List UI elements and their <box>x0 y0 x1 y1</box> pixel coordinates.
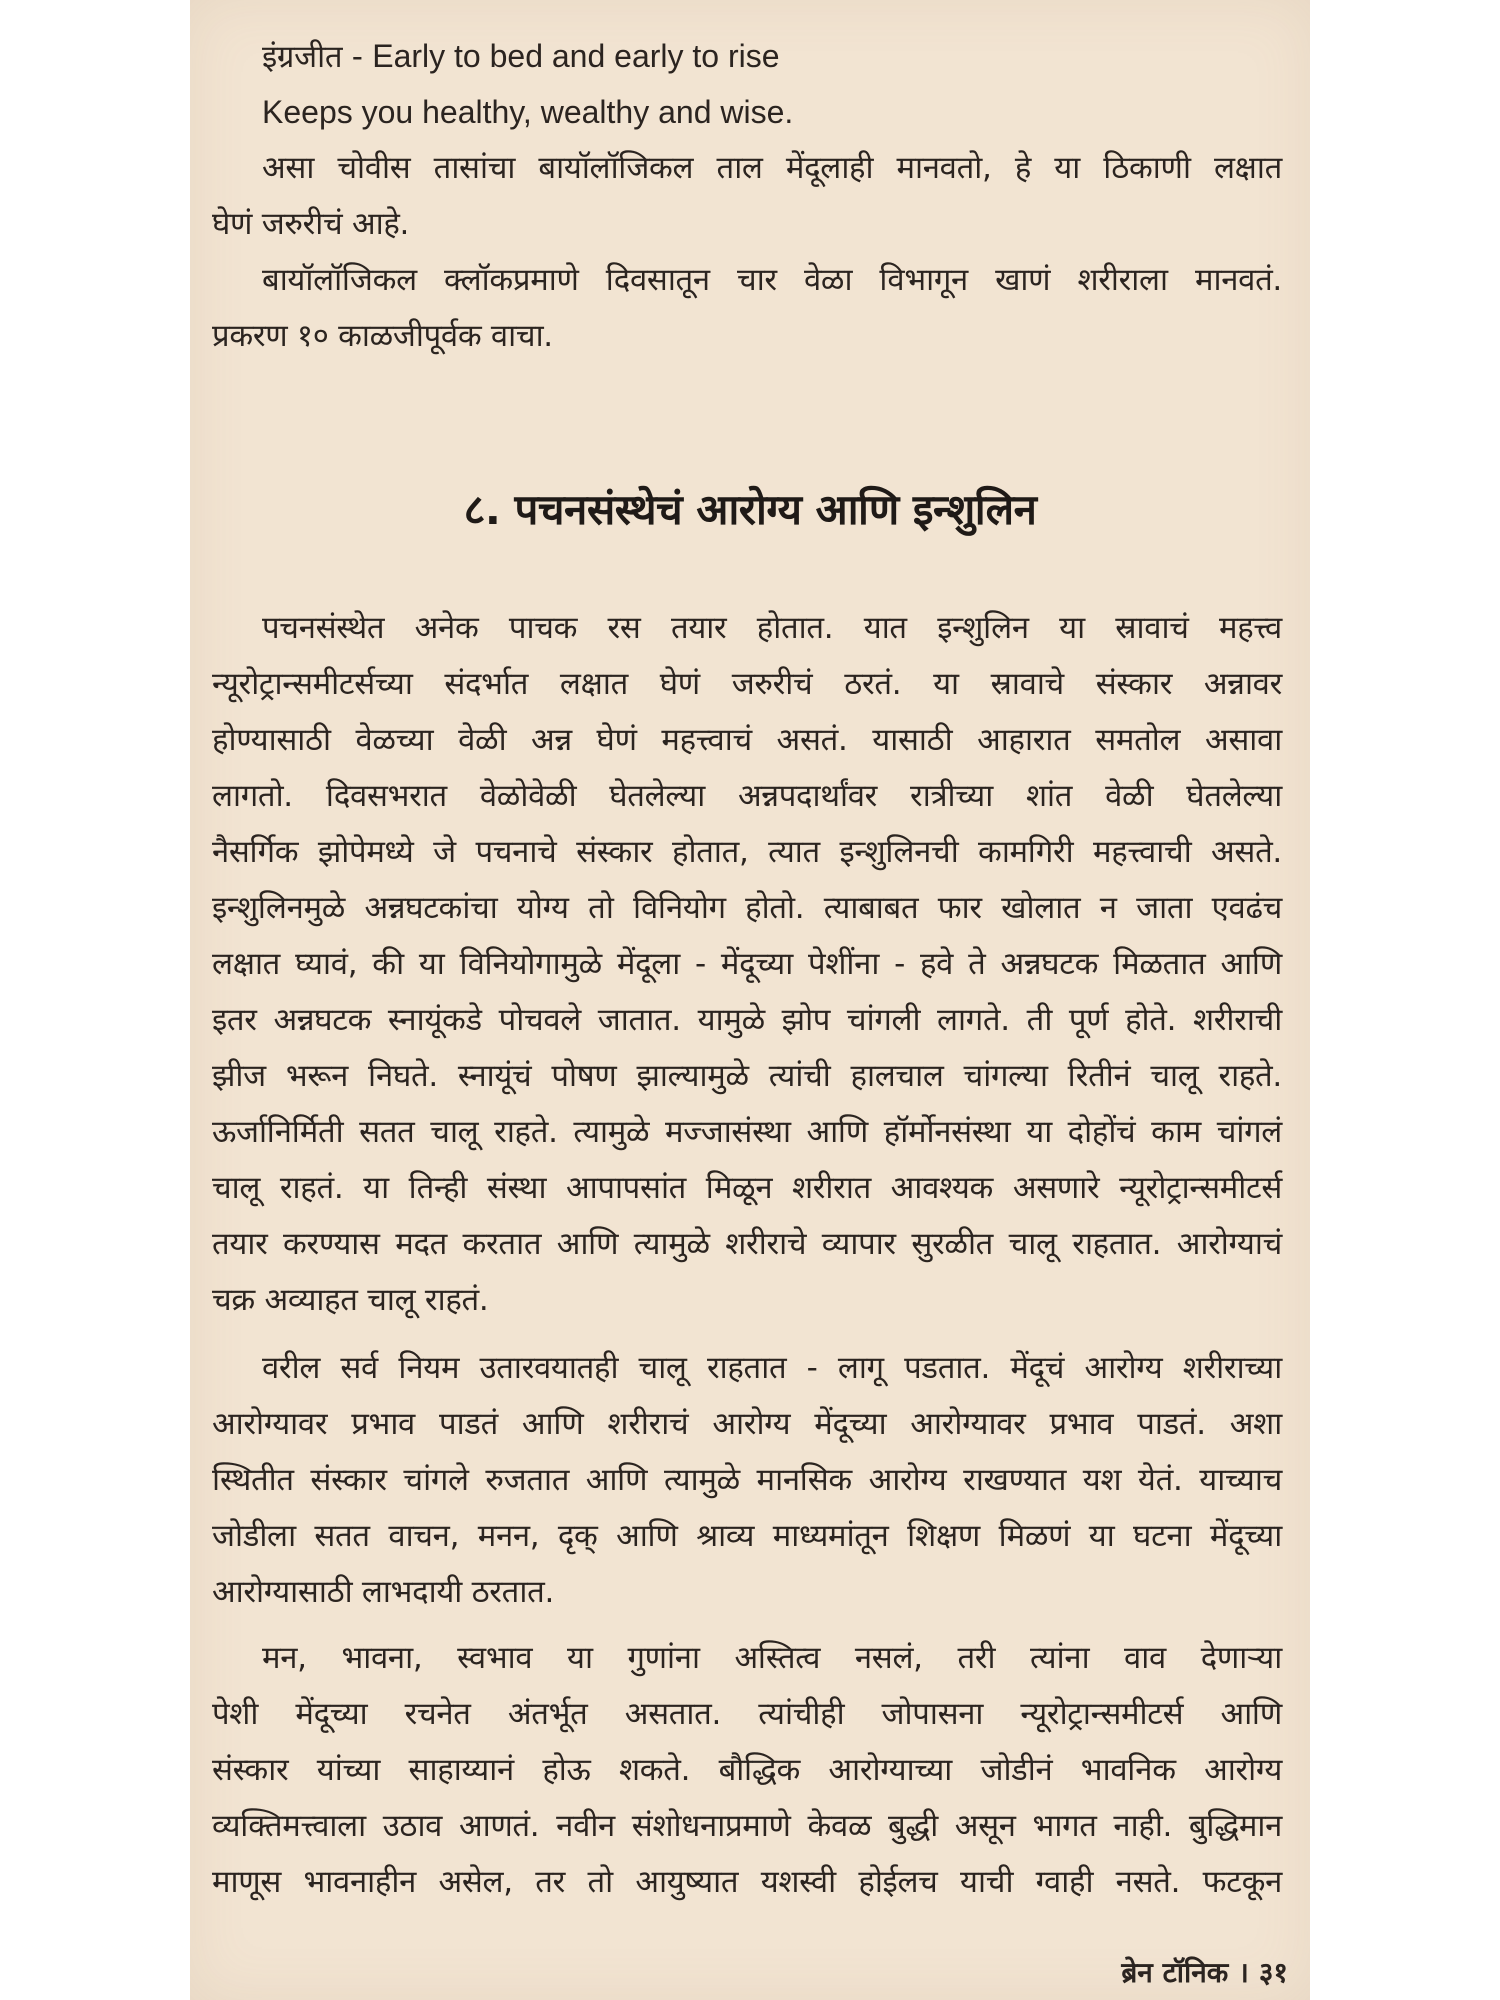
intro-block <box>212 28 1282 364</box>
paragraph-line: आरोग्यासाठी लाभदायी ठरतात. <box>212 1574 554 1610</box>
page-footer <box>1121 1953 1288 1991</box>
paragraph-line: इन्शुलिनमुळे अन्नघटकांचा योग्य तो विनियोग होतो. त्याबाबत फार खोलात न जाता एवढंच <box>212 890 1282 926</box>
paragraph-line: होण्यासाठी वेळच्या वेळी अन्न घेणं महत्त्वाचं असतं. यासाठी आहारात समतोल असावा <box>212 722 1282 758</box>
paragraph-line: तयार करण्यास मदत करतात आणि त्यामुळे शरीराचे व्यापार सुरळीत चालू राहतात. आरोग्याचं <box>212 1226 1282 1262</box>
paragraph-line: लागतो. दिवसभरात वेळोवेळी घेतलेल्या अन्नपदार्थांवर रात्रीच्या शांत वेळी घेतलेल्या <box>212 778 1282 814</box>
paragraph-line: नैसर्गिक झोपेमध्ये जे पचनाचे संस्कार होतात, त्यात इन्शुलिनची कामगिरी महत्त्वाची असते. <box>212 834 1282 870</box>
footer-separator: । <box>1238 1956 1249 1989</box>
paragraph-line: ऊर्जानिर्मिती सतत चालू राहते. त्यामुळे मज्जासंस्था आणि हॉर्मोनसंस्था या दोहोंचं काम चांगलं <box>212 1114 1282 1150</box>
section-para-2 <box>212 1340 1282 1620</box>
quote-label: इंग्रजीत - <box>262 39 363 75</box>
intro-para2-line: प्रकरण १० काळजीपूर्वक वाचा. <box>212 318 553 354</box>
section-para-3 <box>212 1630 1282 1910</box>
section-heading: ८. पचनसंस्थेचं आरोग्य आणि इन्शुलिन <box>463 485 1037 534</box>
paragraph-line: स्थितीत संस्कार चांगले रुजतात आणि त्यामुळे मानसिक आरोग्य राखण्यात यश येतं. याच्याच <box>212 1462 1282 1498</box>
paragraph-line: संस्कार यांच्या साहाय्यानं होऊ शकते. बौद्धिक आरोग्याच्या जोडीनं भावनिक आरोग्य <box>212 1752 1282 1788</box>
paragraph-line: आरोग्यावर प्रभाव पाडतं आणि शरीराचं आरोग्य मेंदूच्या आरोग्यावर प्रभाव पाडतं. अशा <box>212 1406 1282 1442</box>
paragraph-line: जोडीला सतत वाचन, मनन, दृक् आणि श्राव्य माध्यमांतून शिक्षण मिळणं या घटना मेंदूच्या <box>212 1518 1282 1554</box>
quote-line-1 <box>212 28 1282 84</box>
book-page <box>190 0 1310 2000</box>
quote-line-2 <box>212 84 1282 140</box>
intro-para1-line: घेणं जरुरीचं आहे. <box>212 206 410 242</box>
paragraph-line: इतर अन्नघटक स्नायूंकडे पोचवले जातात. यामुळे झोप चांगली लागते. ती पूर्ण होते. शरीराची <box>212 1002 1282 1038</box>
paragraph-line: लक्षात घ्यावं, की या विनियोगामुळे मेंदूला - मेंदूच्या पेशींना - हवे ते अन्नघटक मिळतात आणि <box>212 946 1282 982</box>
intro-para1-line: असा चोवीस तासांचा बायॉलॉजिकल ताल मेंदूलाही मानवतो, हे या ठिकाणी लक्षात <box>262 150 1282 186</box>
paragraph-line: चक्र अव्याहत चालू राहतं. <box>212 1282 489 1318</box>
running-title: ब्रेन टॉनिक <box>1121 1956 1229 1989</box>
paragraph-line: चालू राहतं. या तिन्ही संस्था आपापसांत मिळून शरीरात आवश्यक असणारे न्यूरोट्रान्समीटर्स <box>212 1170 1282 1206</box>
section-para-1 <box>212 600 1282 1328</box>
paragraph-line: व्यक्तिमत्त्वाला उठाव आणतं. नवीन संशोधनाप्रमाणे केवळ बुद्धी असून भागत नाही. बुद्धिमान <box>212 1808 1282 1844</box>
paragraph-line: पचनसंस्थेत अनेक पाचक रस तयार होतात. यात इन्शुलिन या स्रावाचं महत्त्व <box>262 610 1282 646</box>
paragraph-line: माणूस भावनाहीन असेल, तर तो आयुष्यात यशस्वी होईलच याची ग्वाही नसते. फटकून <box>212 1864 1282 1900</box>
paragraph-line: पेशी मेंदूच्या रचनेत अंतर्भूत असतात. त्यांचीही जोपासना न्यूरोट्रान्समीटर्स आणि <box>212 1696 1282 1732</box>
page-number: ३१ <box>1258 1956 1288 1989</box>
intro-para2-line: बायॉलॉजिकल क्लॉकप्रमाणे दिवसातून चार वेळा विभागून खाणं शरीराला मानवतं. <box>262 262 1282 298</box>
quote-text-1: Early to bed and early to rise <box>372 38 780 74</box>
quote-text-2: Keeps you healthy, wealthy and wise. <box>262 94 794 130</box>
paragraph-line: न्यूरोट्रान्समीटर्सच्या संदर्भात लक्षात घेणं जरुरीचं ठरतं. या स्रावाचे संस्कार अन्नावर <box>212 666 1282 702</box>
paragraph-line: झीज भरून निघते. स्नायूंचं पोषण झाल्यामुळे त्यांची हालचाल चांगल्या रितीनं चालू राहते. <box>212 1058 1282 1094</box>
paragraph-line: वरील सर्व नियम उतारवयातही चालू राहतात - लागू पडतात. मेंदूचं आरोग्य शरीराच्या <box>262 1350 1282 1386</box>
paragraph-line: मन, भावना, स्वभाव या गुणांना अस्तित्व नसलं, तरी त्यांना वाव देणाऱ्या <box>262 1640 1282 1676</box>
